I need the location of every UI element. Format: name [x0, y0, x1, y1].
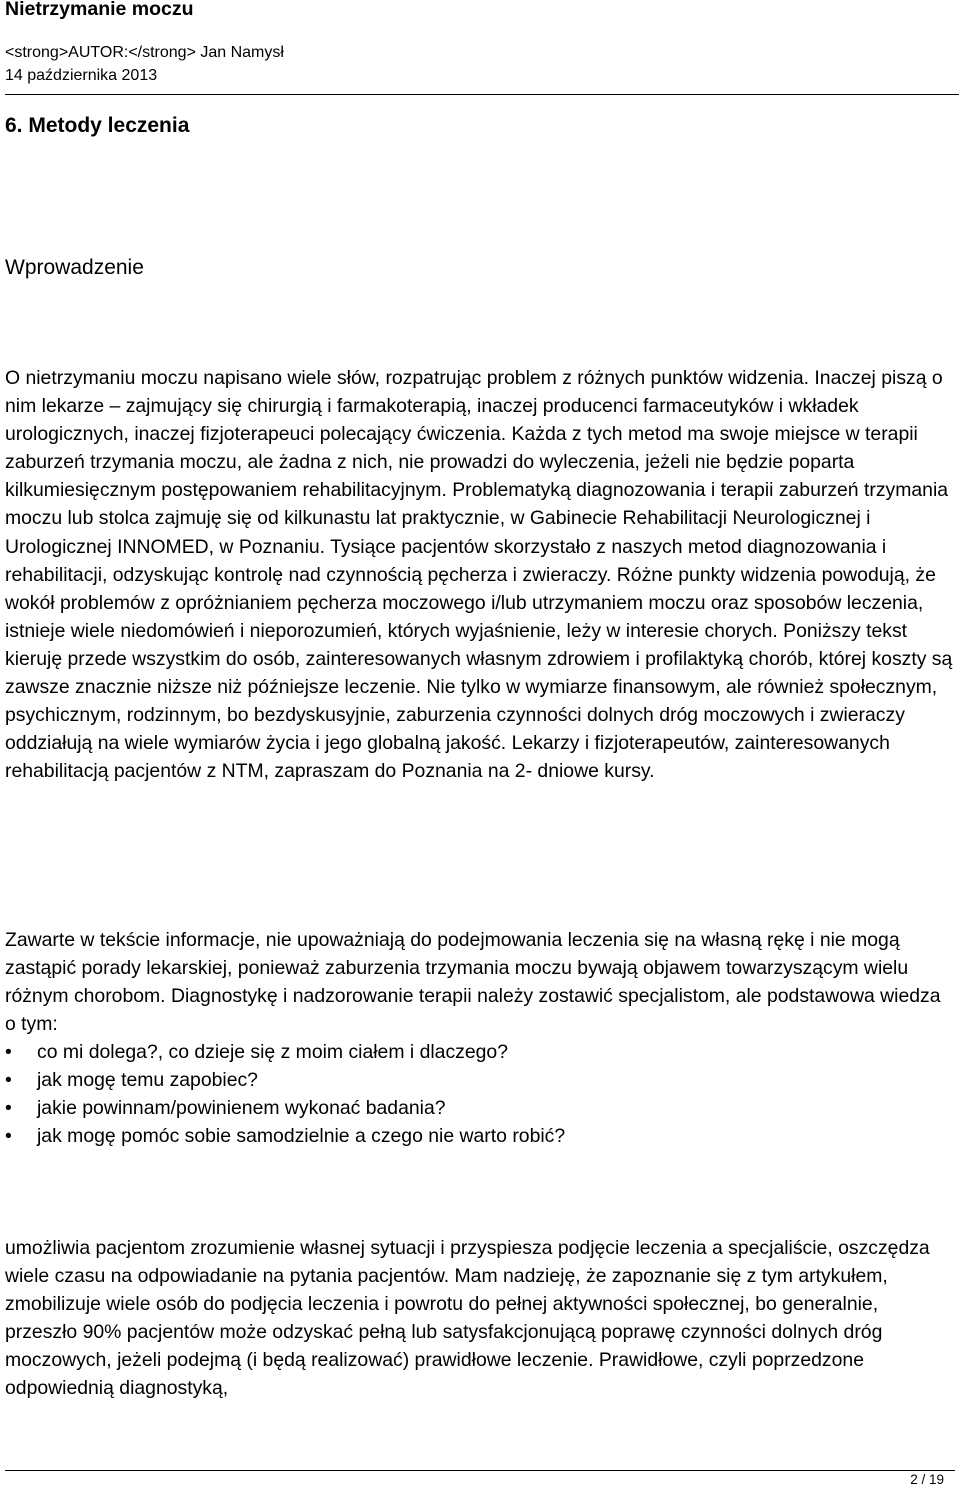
publication-date: 14 października 2013: [5, 67, 158, 84]
disclaimer-paragraph: Zawarte w tekście informacje, nie upoważniają do podejmowania leczenia się na własną rękę i nie mogą zastąpić porady lekarskiej, ponieważ zaburzenia trzymania moczu bywają objawem towarzyszącym wielu różnym chorobom. Diagnostykę i nadzorowanie terapii należy zostawić specjalistom, ale podstawowa wiedza o tym:: [5, 929, 941, 1036]
header-divider: [5, 94, 959, 95]
subsection-heading: Wprowadzenie: [5, 256, 144, 279]
list-item-text: jak mogę temu zapobiec?: [37, 1069, 258, 1092]
list-item: [5, 1122, 945, 1150]
list-item-text: jak mogę pomóc sobie samodzielnie a czego nie warto robić?: [37, 1125, 566, 1148]
list-item-text: jakie powinnam/powinienem wykonać badania?: [37, 1097, 446, 1120]
list-item: [5, 1066, 945, 1094]
section-heading: 6. Metody leczenia: [5, 114, 190, 137]
page-number: 2 / 19: [910, 1472, 944, 1487]
question-list: [5, 1038, 945, 1150]
footer-divider: [5, 1470, 955, 1471]
document-title: Nietrzymanie moczu: [5, 0, 194, 20]
bullet-icon: •: [5, 1069, 12, 1092]
bullet-icon: •: [5, 1097, 12, 1120]
list-item: [5, 1038, 945, 1066]
author-line: <strong>AUTOR:</strong> Jan Namysł: [5, 44, 284, 61]
intro-paragraph: O nietrzymaniu moczu napisano wiele słów, rozpatrując problem z różnych punktów widzenia. Inaczej piszą o nim lekarze – zajmujący się chirurgią i farmakoterapią, inaczej producenci farmaceutyków i wkładek urologicznych, inaczej fizjoterapeuci polecający ćwiczenia. Każda z tych metod ma swoje miejsce w terapii zaburzeń trzymania moczu, ale żadna z nich, nie prowadzi do wyleczenia, jeżeli nie będzie poparta kilkumiesięcznym postępowaniem rehabilitacyjnym. Problematyką diagnozowania i terapii zaburzeń trzymania moczu lub stolca zajmuję się od kilkunastu lat praktycznie, w Gabinecie Rehabilitacji Neurologicznej i Urologicznej INNOMED, w Poznaniu. Tysiące pacjentów skorzystało z naszych metod diagnozowania i rehabilitacji, odzyskując kontrolę nad czynnością pęcherza i zwieraczy. Różne punkty widzenia powodują, że wokół problemów z opróżnianiem pęcherza moczowego i/lub utrzymaniem moczu oraz sposobów leczenia, istnieje wiele niedomówień i nieporozumień, których wyjaśnienie, leży w interesie chorych. Poniższy tekst kieruję przede wszystkim do osób, zainteresowanych własnym zdrowiem i profilaktyką chorób, której koszty są zawsze znacznie niższe niż późniejsze leczenie. Nie tylko w wymiarze finansowym, ale również społecznym, psychicznym, rodzinnym, bo bezdyskusyjnie, zaburzenia czynności dolnych dróg moczowych i zwieraczy oddziałują na wiele wymiarów życia i jego globalną jakość. Lekarzy i fizjoterapeutów, zainteresowanych rehabilitacją pacjentów z NTM, zapraszam do Poznania na 2- dniowe kursy.: [5, 367, 953, 783]
list-item-text: co mi dolega?, co dzieje się z moim ciałem i dlaczego?: [37, 1041, 508, 1063]
bullet-icon: •: [5, 1125, 12, 1148]
list-item: [5, 1094, 945, 1122]
closing-paragraph: umożliwia pacjentom zrozumienie własnej sytuacji i przyspiesza podjęcie leczenia a specjaliście, oszczędza wiele czasu na odpowiadanie na pytania pacjentów. Mam nadzieję, że zapoznanie się z tym artykułem, zmobilizuje wiele osób do podjęcia leczenia i powrotu do pełnej aktywności społecznej, bo generalnie, przeszło 90% pacjentów może odzyskać pełną lub satysfakcjonującą poprawę czynności dolnych dróg moczowych, jeżeli podejmą (i będą realizować) prawidłowe leczenie. Prawidłowe, czyli poprzedzone odpowiednią diagnostyką,: [5, 1237, 930, 1400]
bullet-icon: •: [5, 1041, 12, 1063]
